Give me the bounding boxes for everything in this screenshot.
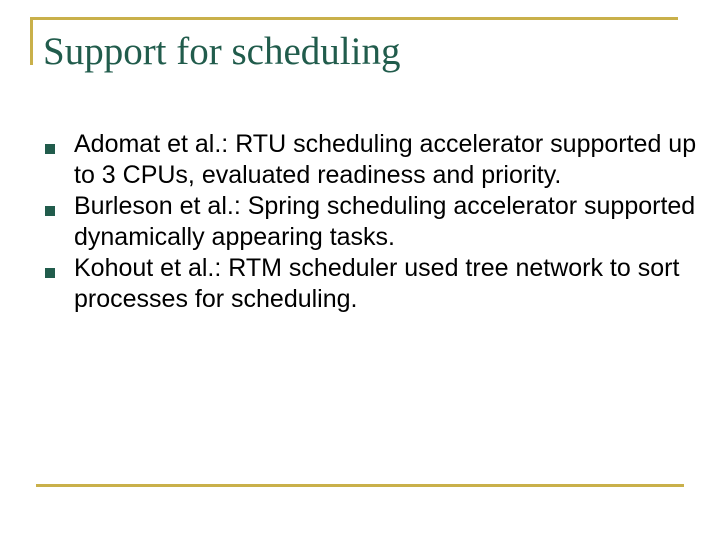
bullet-item xyxy=(40,253,700,315)
bottom-accent-line xyxy=(36,484,684,487)
bullet-item xyxy=(40,129,700,191)
square-bullet-icon xyxy=(45,268,55,278)
bullet-text: Adomat et al.: RTU scheduling accelerator supported up to 3 CPUs, evaluated readiness and priority. xyxy=(74,130,697,189)
left-accent-line xyxy=(30,17,33,65)
top-accent-line xyxy=(30,17,678,20)
bullet-item xyxy=(40,191,700,253)
bullet-text: Burleson et al.: Spring scheduling accelerator supported dynamically appearing tasks. xyxy=(74,192,696,251)
bullet-list xyxy=(40,129,700,315)
slide-title: Support for scheduling xyxy=(43,30,401,73)
square-bullet-icon xyxy=(45,206,55,216)
square-bullet-icon xyxy=(45,144,55,154)
bullet-text: Kohout et al.: RTM scheduler used tree network to sort processes for scheduling. xyxy=(74,254,680,313)
